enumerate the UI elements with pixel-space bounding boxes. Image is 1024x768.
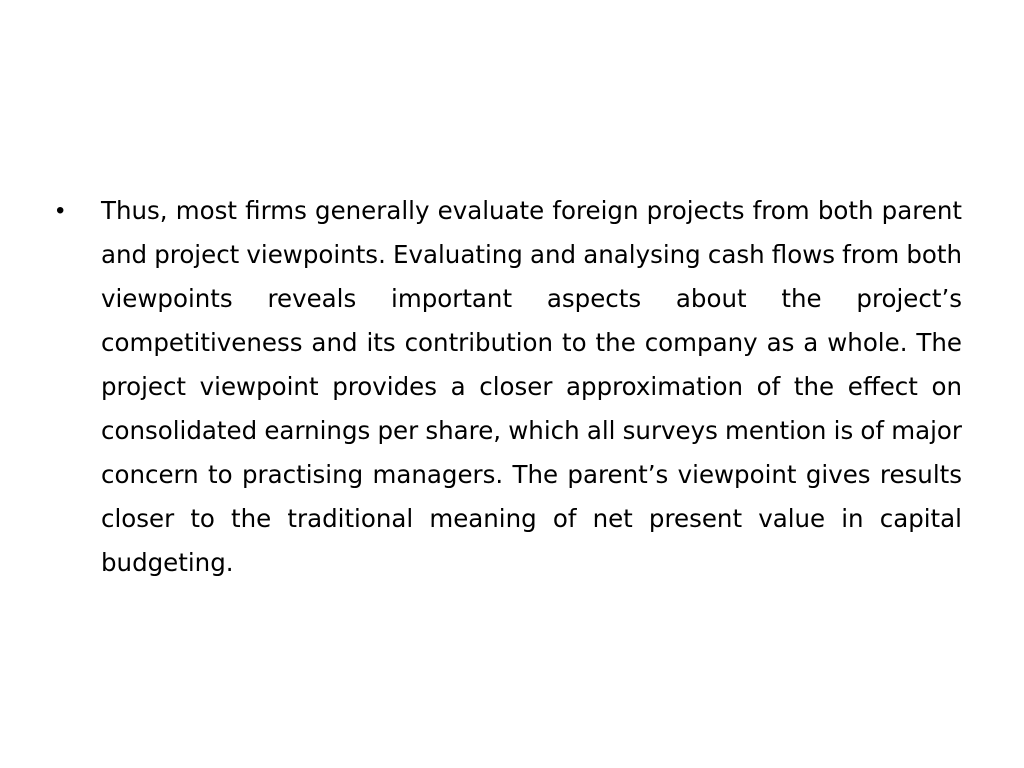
slide-body xyxy=(56,189,962,585)
bullet-list xyxy=(56,189,962,585)
bullet-marker: • xyxy=(56,197,65,224)
bullet-text: Thus, most firms generally evaluate foreign projects from both parent and project viewpoints. Evaluating and analysing cash flows from both viewpoints reveals important aspects about the project’s competitiveness and its contribution to the company as a whole. The project viewpoint provides a closer approximation of the effect on consolidated earnings per share, which all surveys mention is of major concern to practising managers. The parent’s viewpoint gives results closer to the traditional meaning of net present value in capital budgeting. xyxy=(101,196,962,577)
bullet-item xyxy=(56,189,962,585)
